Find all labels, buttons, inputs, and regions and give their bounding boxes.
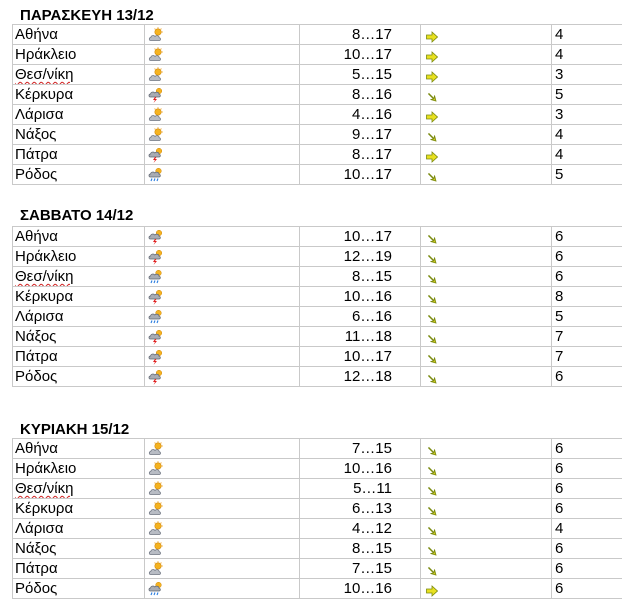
wind-arrow-right-large-icon [426,29,438,41]
city-name: Ηράκλειο [15,248,77,265]
city-name: Αθήνα [15,26,58,43]
sun-cloud-icon [148,67,164,83]
wind-direction-cell [421,125,552,145]
weather-cell [145,579,300,599]
temperature-range: 10…17 [300,227,421,247]
temperature-range: 8…17 [300,25,421,45]
city-cell [13,45,145,65]
sun-cloud-icon [148,47,164,63]
temperature-range: 8…16 [300,85,421,105]
storm-icon [148,87,164,103]
city-cell [13,539,145,559]
wind-direction-cell [421,519,552,539]
wind-direction-cell [421,227,552,247]
wind-direction-cell [421,65,552,85]
temperature-range: 6…13 [300,499,421,519]
weather-cell [145,287,300,307]
sun-cloud-icon [148,127,164,143]
city-cell [13,25,145,45]
city-name: Λάρισα [15,106,64,123]
wind-beaufort: 6 [552,499,622,519]
city-cell [13,85,145,105]
wind-beaufort: 6 [552,539,622,559]
rain-icon [148,581,164,597]
city-name: Λάρισα [15,308,64,325]
wind-arrow-right-large-icon [426,149,438,161]
weather-cell [145,539,300,559]
city-cell [13,125,145,145]
weather-cell [145,499,300,519]
storm-icon [148,349,164,365]
city-name: Ηράκλειο [15,46,77,63]
forecast-table [12,226,622,387]
wind-direction-cell [421,45,552,65]
sun-cloud-icon [148,107,164,123]
city-cell [13,165,145,185]
city-name: Ρόδος [15,166,58,183]
wind-arrow-diagonal-small-icon [426,443,438,455]
wind-arrow-diagonal-small-icon [426,291,438,303]
weather-cell [145,125,300,145]
wind-direction-cell [421,85,552,105]
wind-beaufort: 6 [552,367,622,387]
wind-direction-cell [421,347,552,367]
wind-beaufort: 8 [552,287,622,307]
city-cell [13,65,145,85]
wind-beaufort: 6 [552,459,622,479]
wind-arrow-diagonal-small-icon [426,311,438,323]
wind-arrow-diagonal-small-icon [426,483,438,495]
city-cell [13,227,145,247]
wind-beaufort: 6 [552,267,622,287]
wind-arrow-diagonal-small-icon [426,543,438,555]
wind-arrow-right-large-icon [426,69,438,81]
wind-arrow-diagonal-small-icon [426,523,438,535]
wind-arrow-diagonal-small-icon [426,89,438,101]
city-cell [13,439,145,459]
city-name: Αθήνα [15,228,58,245]
table-row [13,367,622,387]
temperature-range: 10…16 [300,579,421,599]
wind-direction-cell [421,439,552,459]
wind-arrow-diagonal-small-icon [426,563,438,575]
table-row [13,247,622,267]
weather-cell [145,247,300,267]
wind-beaufort: 6 [552,439,622,459]
wind-arrow-diagonal-small-icon [426,503,438,515]
city-cell [13,145,145,165]
wind-beaufort: 5 [552,165,622,185]
wind-arrow-diagonal-small-icon [426,169,438,181]
city-cell [13,559,145,579]
wind-beaufort: 7 [552,347,622,367]
table-row [13,165,622,185]
city-cell [13,459,145,479]
weather-cell [145,45,300,65]
weather-cell [145,267,300,287]
wind-beaufort: 5 [552,85,622,105]
wind-arrow-diagonal-small-icon [426,271,438,283]
weather-cell [145,559,300,579]
table-row [13,519,622,539]
city-name: Νάξος [15,328,57,345]
temperature-range: 4…12 [300,519,421,539]
city-cell [13,499,145,519]
wind-direction-cell [421,267,552,287]
temperature-range: 5…11 [300,479,421,499]
city-cell [13,519,145,539]
city-cell [13,347,145,367]
day-title: ΣΑΒΒΑΤΟ 14/12 [20,207,134,224]
temperature-range: 10…16 [300,459,421,479]
wind-direction-cell [421,559,552,579]
city-name: Πάτρα [15,560,58,577]
table-row [13,227,622,247]
wind-beaufort: 7 [552,327,622,347]
wind-direction-cell [421,479,552,499]
wind-arrow-diagonal-small-icon [426,129,438,141]
wind-arrow-right-large-icon [426,109,438,121]
weather-cell [145,105,300,125]
temperature-range: 7…15 [300,559,421,579]
city-cell [13,267,145,287]
forecast-table [12,438,622,599]
table-row [13,45,622,65]
temperature-range: 9…17 [300,125,421,145]
day-title: ΚΥΡΙΑΚΗ 15/12 [20,421,130,438]
wind-beaufort: 4 [552,125,622,145]
weather-cell [145,347,300,367]
day-title: ΠΑΡΑΣΚΕΥΗ 13/12 [20,7,154,24]
table-row [13,439,622,459]
city-name: Κέρκυρα [15,288,74,305]
rain-icon [148,167,164,183]
city-name: Νάξος [15,126,57,143]
temperature-range: 10…16 [300,287,421,307]
wind-beaufort: 3 [552,65,622,85]
table-row [13,559,622,579]
wind-arrow-diagonal-small-icon [426,231,438,243]
wind-arrow-right-large-icon [426,49,438,61]
wind-direction-cell [421,459,552,479]
city-cell [13,247,145,267]
sun-cloud-icon [148,561,164,577]
table-row [13,459,622,479]
city-name: Αθήνα [15,440,58,457]
wind-arrow-right-large-icon [426,583,438,595]
storm-icon [148,289,164,305]
weather-cell [145,327,300,347]
rain-icon [148,269,164,285]
wind-direction-cell [421,327,552,347]
temperature-range: 8…15 [300,267,421,287]
forecast-table [12,24,622,185]
table-row [13,125,622,145]
temperature-range: 12…19 [300,247,421,267]
city-cell [13,367,145,387]
weather-cell [145,307,300,327]
table-row [13,479,622,499]
wind-beaufort: 4 [552,519,622,539]
table-row [13,327,622,347]
temperature-range: 5…15 [300,65,421,85]
city-name: Θεσ/νίκη [15,480,74,497]
table-row [13,85,622,105]
temperature-range: 10…17 [300,165,421,185]
temperature-range: 7…15 [300,439,421,459]
city-cell [13,579,145,599]
city-name: Πάτρα [15,146,58,163]
table-row [13,145,622,165]
temperature-range: 10…17 [300,45,421,65]
wind-direction-cell [421,367,552,387]
temperature-range: 10…17 [300,347,421,367]
city-cell [13,479,145,499]
table-row [13,267,622,287]
wind-arrow-diagonal-small-icon [426,331,438,343]
wind-beaufort: 4 [552,45,622,65]
wind-beaufort: 4 [552,25,622,45]
city-cell [13,105,145,125]
temperature-range: 12…18 [300,367,421,387]
rain-icon [148,309,164,325]
sun-cloud-icon [148,481,164,497]
table-row [13,25,622,45]
wind-direction-cell [421,307,552,327]
wind-arrow-diagonal-small-icon [426,251,438,263]
sun-cloud-icon [148,541,164,557]
table-row [13,307,622,327]
city-name: Νάξος [15,540,57,557]
wind-beaufort: 6 [552,559,622,579]
temperature-range: 8…17 [300,145,421,165]
temperature-range: 11…18 [300,327,421,347]
wind-beaufort: 4 [552,145,622,165]
table-row [13,539,622,559]
sun-cloud-icon [148,441,164,457]
storm-icon [148,369,164,385]
table-row [13,579,622,599]
wind-arrow-diagonal-small-icon [426,371,438,383]
temperature-range: 4…16 [300,105,421,125]
wind-direction-cell [421,539,552,559]
wind-beaufort: 6 [552,247,622,267]
wind-direction-cell [421,25,552,45]
city-name: Ρόδος [15,368,58,385]
wind-beaufort: 6 [552,227,622,247]
weather-cell [145,25,300,45]
wind-beaufort: 5 [552,307,622,327]
storm-icon [148,329,164,345]
weather-cell [145,145,300,165]
wind-beaufort: 6 [552,479,622,499]
city-name: Θεσ/νίκη [15,66,74,83]
sun-cloud-icon [148,461,164,477]
sun-cloud-icon [148,501,164,517]
wind-direction-cell [421,499,552,519]
weather-cell [145,459,300,479]
city-name: Κέρκυρα [15,86,74,103]
city-name: Ρόδος [15,580,58,597]
weather-cell [145,439,300,459]
wind-direction-cell [421,145,552,165]
weather-cell [145,519,300,539]
weather-cell [145,85,300,105]
wind-direction-cell [421,579,552,599]
weather-cell [145,367,300,387]
weather-cell [145,479,300,499]
wind-beaufort: 3 [552,105,622,125]
table-row [13,347,622,367]
wind-arrow-diagonal-small-icon [426,463,438,475]
table-row [13,287,622,307]
storm-icon [148,147,164,163]
table-row [13,65,622,85]
city-name: Θεσ/νίκη [15,268,74,285]
wind-direction-cell [421,287,552,307]
wind-beaufort: 6 [552,579,622,599]
wind-direction-cell [421,165,552,185]
wind-direction-cell [421,247,552,267]
city-cell [13,287,145,307]
city-cell [13,307,145,327]
sun-cloud-icon [148,521,164,537]
table-row [13,499,622,519]
table-row [13,105,622,125]
sun-cloud-icon [148,27,164,43]
city-name: Ηράκλειο [15,460,77,477]
weather-cell [145,165,300,185]
temperature-range: 8…15 [300,539,421,559]
weather-cell [145,65,300,85]
wind-direction-cell [421,105,552,125]
temperature-range: 6…16 [300,307,421,327]
city-cell [13,327,145,347]
wind-arrow-diagonal-small-icon [426,351,438,363]
city-name: Κέρκυρα [15,500,74,517]
storm-icon [148,249,164,265]
city-name: Λάρισα [15,520,64,537]
storm-icon [148,229,164,245]
city-name: Πάτρα [15,348,58,365]
weather-cell [145,227,300,247]
